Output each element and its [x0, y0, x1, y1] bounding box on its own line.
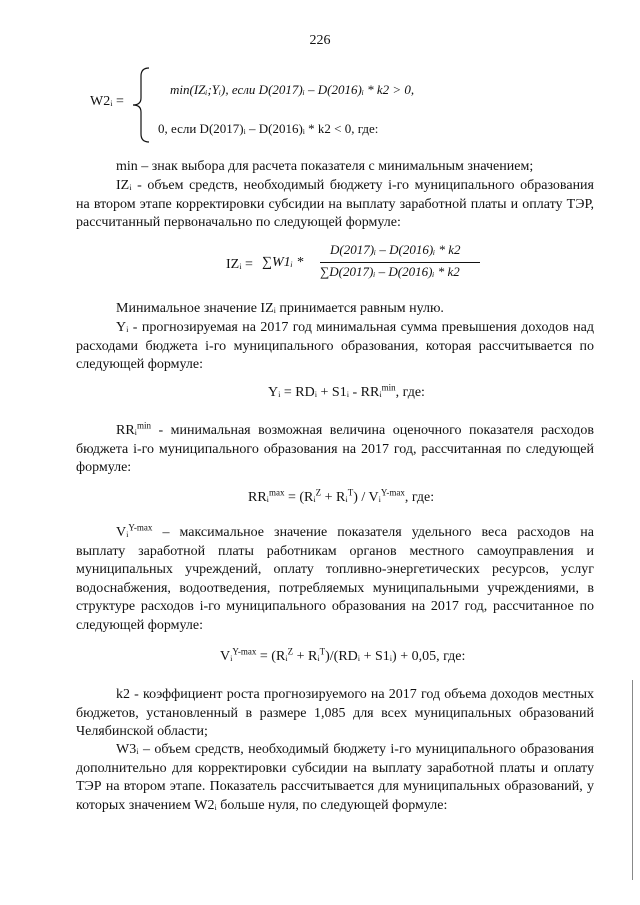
w2-case-negative: 0, если D(2017)ᵢ – D(2016)ᵢ * k2 < 0, где:	[158, 121, 379, 136]
v-definition	[76, 524, 594, 635]
rr-formula-c: + Rᵢ	[321, 490, 348, 505]
rr-formula-d-sup: Y-max	[380, 487, 405, 498]
v-formula-a-sup: Y-max	[232, 646, 257, 657]
rr-formula-d: ) / Vᵢ	[353, 490, 381, 505]
v-def-sup: Y-max	[128, 522, 153, 533]
rr-formula-a: RRᵢ	[248, 490, 269, 505]
iz-formula-left: IZᵢ =	[226, 257, 253, 272]
iz-formula-numerator: D(2017)ᵢ – D(2016)ᵢ * k2	[330, 242, 461, 257]
v-def-text: – максимальное значение показателя удельного веса расходов на выплату заработной платы работникам органов местного самоуправления и муниципальных учреждений, оплату топливно-энергетических ресурсов, услуг водоснабжения, водоотведения, потребляемых муниципальными учреждениями, в структуре расходов i-го муниципального образования на 2017 год, рассчитанное по следующей формуле:	[76, 525, 594, 633]
v-def-symbol: Vᵢ	[116, 525, 129, 540]
rr-formula-b-sup: Z	[315, 487, 322, 498]
v-formula-c-sup: T	[319, 646, 326, 657]
w2-formula-label: W2ᵢ =	[90, 94, 124, 109]
iz-formula-denominator: ∑D(2017)ᵢ – D(2016)ᵢ * k2	[320, 264, 460, 279]
rr-def-text: - минимальная возможная величина оценочного показателя расходов бюджета i-го муниципального образования на 2017 год, рассчитанная по следующей формуле:	[76, 423, 594, 475]
iz-definition: IZᵢ - объем средств, необходимый бюджету i-го муниципального образования на втором этапе корректировки субсидии на выплату заработной платы и оплату ТЭР, рассчитанный первоначально по следующей формуле:	[76, 178, 594, 230]
rr-formula	[248, 487, 435, 506]
v-formula-b: = (Rᵢ	[256, 649, 288, 664]
rr-def-symbol: RRᵢ	[116, 423, 137, 438]
rr-formula-c-sup: T	[347, 487, 354, 498]
min-definition: min – знак выбора для расчета показателя с минимальным значением;	[116, 159, 534, 174]
v-formula	[220, 646, 466, 665]
v-formula-b-sup: Z	[287, 646, 294, 657]
y-formula-sup: min	[381, 382, 396, 393]
rr-formula-b: = (Rᵢ	[284, 490, 316, 505]
iz-minimum-note: Минимальное значение IZᵢ принимается равным нулю.	[116, 301, 444, 316]
v-formula-d: )/(RDᵢ + S1ᵢ) + 0,05, где:	[325, 649, 466, 664]
rr-definition	[76, 422, 594, 478]
y-definition: Yᵢ - прогнозируемая на 2017 год минимальная сумма превышения доходов над расходами бюджета i-го муниципального образования, которая рассчитывается по следующей формуле:	[76, 320, 594, 372]
rr-formula-e: , где:	[404, 490, 435, 505]
v-formula-c: + Rᵢ	[293, 649, 320, 664]
y-formula	[268, 382, 425, 401]
rr-def-sup: min	[136, 420, 151, 431]
w3-definition: W3ᵢ – объем средств, необходимый бюджету i-го муниципального образования дополнительно для корректировки субсидии на выплату заработной платы и оплату ТЭР на втором этапе. Показатель рассчитывается для муниципальных образований, у которых значением W2ᵢ больше нуля, по следующей формуле:	[76, 742, 594, 813]
rr-formula-a-sup: max	[268, 487, 285, 498]
scan-edge-line	[632, 680, 633, 880]
y-formula-main: Yᵢ = RDᵢ + S1ᵢ - RRᵢ	[268, 385, 382, 400]
left-brace-icon	[127, 66, 157, 144]
iz-formula-sum: ∑W1ᵢ *	[262, 255, 304, 270]
v-formula-a: Vᵢ	[220, 649, 233, 664]
k2-definition: k2 - коэффициент роста прогнозируемого на 2017 год объема доходов местных бюджетов, установленный в размере 1,085 для всех муниципальных образований Челябинской области;	[76, 687, 594, 739]
y-formula-tail: , где:	[395, 385, 425, 400]
page-number: 226	[309, 33, 331, 48]
w2-case-positive: min(IZᵢ;Yᵢ), если D(2017)ᵢ – D(2016)ᵢ * k2 > 0,	[170, 82, 415, 97]
iz-fraction-bar	[320, 262, 480, 263]
